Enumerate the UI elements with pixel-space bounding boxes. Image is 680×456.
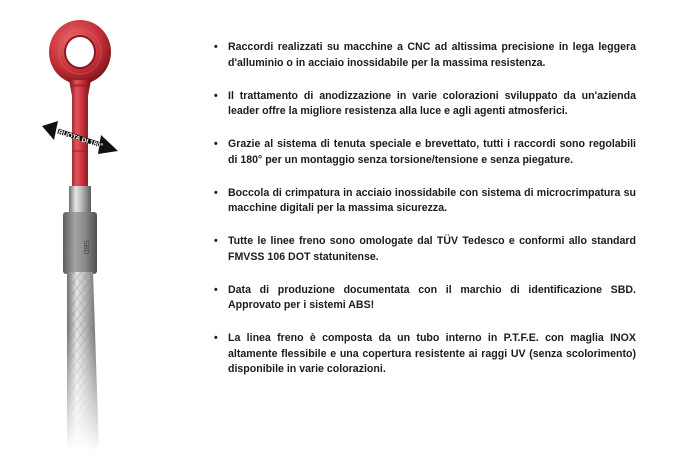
bullet: • <box>214 186 218 199</box>
feature-text: La linea freno è composta da un tubo interno in P.T.F.E. con maglia INOX altamente flessibile e una copertura resistente ai raggi UV (senza scolorimento) disponibile in varie colorazioni. <box>228 332 636 375</box>
crimp-sleeve <box>63 186 97 274</box>
feature-text: Il trattamento di anodizzazione in varie colorazioni sviluppato da un'azienda leader offre la migliore resistenza alla luce e agli agenti atmosferici. <box>228 89 636 117</box>
feature-text: Raccordi realizzati su macchine a CNC ad altissima precisione in lega leggera d'alluminio o in acciaio inossidabile per la massima resistenza. <box>228 41 636 69</box>
feature-text: Tutte le linee freno sono omologate dal TÜV Tedesco e conformi allo standard FMVSS 106 DOT statunitense. <box>228 235 636 263</box>
feature-item <box>214 137 636 168</box>
feature-item <box>214 186 636 217</box>
bullet: • <box>214 89 218 102</box>
feature-item <box>214 234 636 265</box>
brake-line-illustration <box>0 0 200 451</box>
bullet: • <box>214 138 218 150</box>
feature-item <box>214 40 636 71</box>
bullet: • <box>214 235 218 247</box>
banjo-fitting <box>49 20 111 188</box>
feature-text: Grazie al sistema di tenuta speciale e brevettato, tutti i raccordi sono regolabili di 180° per un montaggio senza torsione/tensione e senza piegature. <box>228 138 636 166</box>
feature-item <box>214 331 636 378</box>
bullet: • <box>214 332 218 344</box>
feature-list <box>214 40 636 395</box>
feature-text: Boccola di crimpatura in acciaio inossidabile con sistema di microcrimpatura su macchine digitali per la massima sicurezza. <box>228 186 636 214</box>
braided-hose <box>60 272 110 451</box>
product-image <box>0 0 200 451</box>
bullet: • <box>214 283 218 296</box>
feature-item <box>214 89 636 120</box>
bullet: • <box>214 41 218 53</box>
svg-text:SBD: SBD <box>82 240 89 255</box>
feature-item <box>214 283 636 314</box>
feature-text: Data di produzione documentata con il marchio di identificazione SBD. Approvato per i sistemi ABS! <box>228 283 636 311</box>
rotation-label: RUOTA DI 180° <box>57 129 104 151</box>
